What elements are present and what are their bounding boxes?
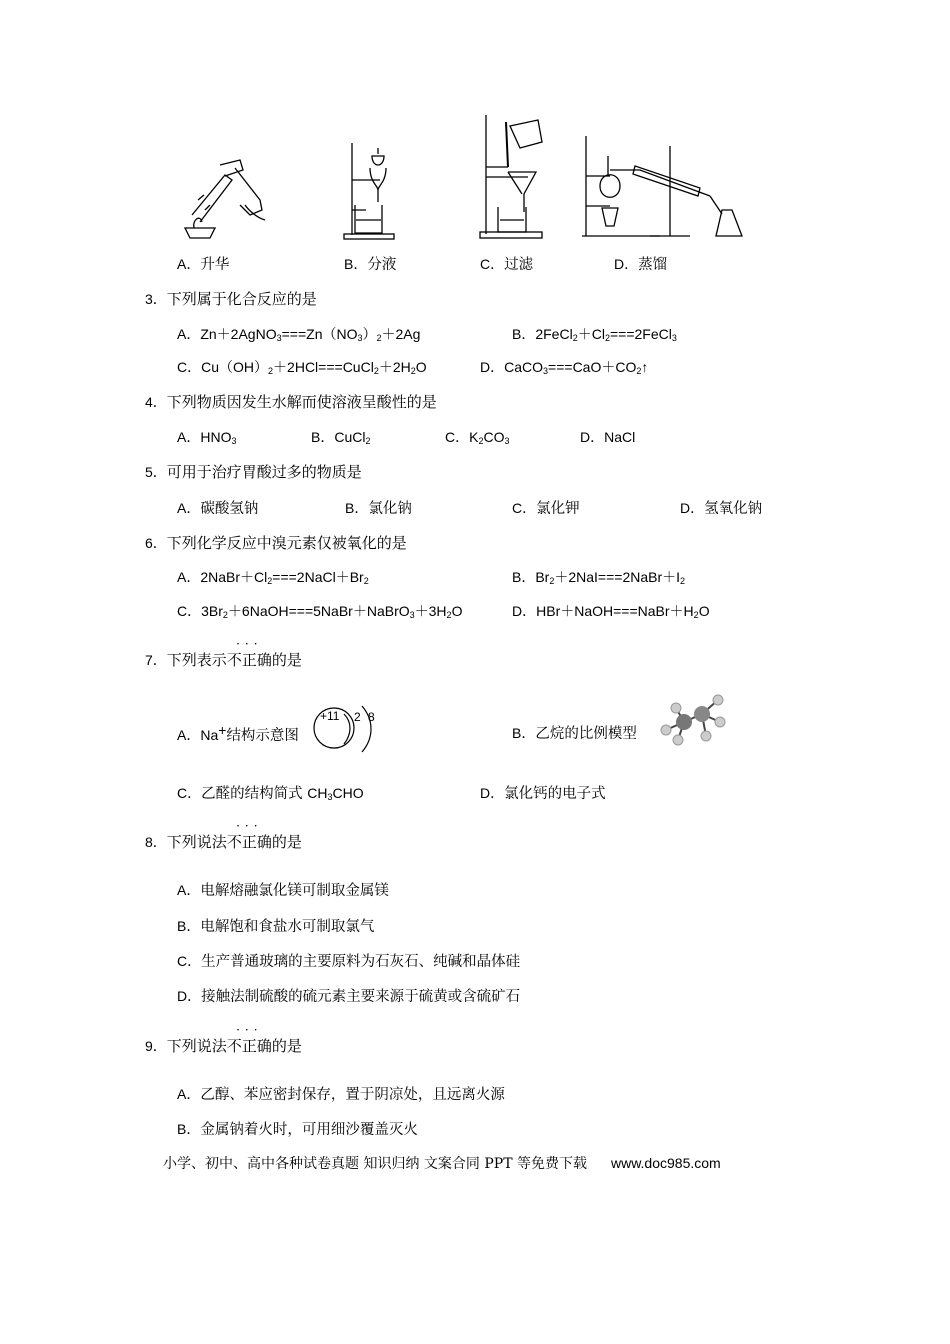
q9-option-b [177,1118,418,1139]
q6-option-a [177,567,369,587]
subscript: 2 [549,576,555,586]
formula-part: CuCl [334,429,366,445]
q6-option-c [177,601,462,621]
formula-part: 3Br [201,603,223,619]
formula-part: O [451,603,463,619]
q8-option-a [177,879,389,900]
formula-part: ＋3H [414,603,447,619]
option-letter: A． [177,1086,201,1102]
formula-part: ＋2H [378,359,411,375]
emphasis-marked-text [226,819,272,851]
q3-stem [145,288,317,309]
q8-option-c [177,950,520,971]
footer [163,1153,721,1173]
q3-option-b [512,324,677,344]
emphasis-text: 不正确 [226,651,272,669]
emphasis-text: 不正确 [226,1037,272,1055]
subscript: 2 [693,610,699,620]
q8-option-d [177,985,520,1006]
question-number: 6． [145,535,167,551]
question-number: 9． [145,1038,167,1054]
q4-option-a [177,427,236,447]
question-number: 3． [145,291,167,307]
q8-stem [145,819,302,852]
option-letter: D． [680,500,705,516]
formula-part: CHO [332,785,364,801]
question-text-post: 的是 [271,651,302,669]
option-formula [201,603,462,619]
option-letter: B． [177,918,201,934]
subscript: 3 [276,333,282,343]
subscript: 2 [268,366,274,376]
option-formula: NaCl [604,429,636,445]
option-text: 金属钠着火时，可用细沙覆盖灭火 [200,1122,418,1138]
subscript: 2 [373,366,379,376]
option-letter: B． [311,429,335,445]
option-letter: D． [177,988,202,1004]
q9-option-a [177,1083,505,1104]
question-text-pre: 下列说法 [166,833,227,851]
q3-option-d [480,357,648,377]
formula-part: Zn＋2AgNO [200,326,277,342]
question-text: 下列属于化合反应的是 [166,290,317,308]
question-text: 下列化学反应中溴元素仅被氧化的是 [166,534,407,552]
emphasis-marked-text [226,1023,272,1055]
option-letter: D． [480,359,505,375]
option-text: 过滤 [504,257,534,273]
emphasis-text: 不正确 [226,833,272,851]
sublimation-apparatus-image [180,150,275,242]
formula-part: ===2FeCl [609,326,672,342]
subscript: 2 [636,366,642,376]
option-text: 接触法制硫酸的硫元素主要来源于硫黄或含硫矿石 [201,989,521,1005]
formula-part: ＋2HCl===CuCl [273,359,374,375]
shell-2-electrons: 8 [368,710,375,724]
nucleus-charge: +11 [320,709,340,723]
q8-option-b [177,915,374,936]
option-text: 电解熔融氯化镁可制取金属镁 [200,883,389,899]
option-letter: B． [344,256,368,272]
option-text: 碳酸氢钠 [200,501,259,517]
q7-option-a [177,722,299,745]
option-text: 分液 [367,257,397,273]
question-text-pre: 下列表示 [166,651,227,669]
option-letter: C． [512,500,537,516]
option-formula [536,603,709,619]
formula-part: ===CaO＋CO [548,359,637,375]
q3-option-c [177,357,427,377]
option-formula [307,785,363,801]
option-text: 氯化钙的电子式 [504,786,606,802]
option-letter: B． [345,500,369,516]
option-letter: A． [177,569,201,585]
formula-part: ＋Cl [577,326,605,342]
q6-option-d [512,601,710,621]
emphasis-dots: ··· [236,1023,263,1037]
formula-part: ＋2Ag [381,326,421,342]
formula-part: O [415,359,427,375]
option-letter: A． [177,326,201,342]
option-letter: A． [177,500,201,516]
option-letter: C． [445,429,470,445]
option-text: 乙醇、苯应密封保存，置于阴凉处，且远离火源 [200,1087,505,1103]
subscript: 3 [543,366,549,376]
subscript: 3 [327,792,333,802]
q2-option-b [344,253,396,274]
question-text: 可用于治疗胃酸过多的物质是 [166,463,362,481]
q7-option-c [177,782,364,803]
q5-stem [145,461,362,482]
question-number: 5． [145,464,167,480]
formula-part: ＋2NaI===2NaBr＋I [554,569,681,585]
formula-part: 2NaBr＋Cl [200,569,268,585]
footer-text: 小学、初中、高中各种试卷真题 知识归纳 文案合同 PPT 等免费下载 [163,1156,587,1172]
question-number: 8． [145,834,167,850]
formula-part: CH [307,785,328,801]
q5-option-d [680,497,762,518]
option-letter: C． [177,785,202,801]
ethane-ball-model-image [656,692,728,750]
question-text-post: 的是 [271,1037,302,1055]
emphasis-dots: ··· [236,637,263,651]
formula-part: O [698,603,710,619]
option-text: 乙烷的比例模型 [535,726,637,742]
option-text: 乙醛的结构简式 [201,786,308,802]
formula-part: ===Zn（NO [281,326,358,342]
subscript: 2 [478,436,484,446]
question-text-post: 的是 [271,833,302,851]
formula-part: K [469,429,479,445]
question-text-pre: 下列说法 [166,1037,227,1055]
option-text: 氯化钠 [368,501,412,517]
filtration-apparatus-image [478,112,548,240]
q4-option-d [580,427,635,447]
option-letter: D． [512,603,537,619]
subscript: 2 [446,610,452,620]
option-letter: B． [512,725,536,741]
option-text: 结构示意图 [226,728,299,744]
option-text: 氢氧化钠 [704,501,763,517]
option-formula [200,429,236,445]
question-text: 下列物质因发生水解而使溶液呈酸性的是 [166,393,437,411]
formula-part: Br [535,569,550,585]
formula-part: CaCO [504,359,544,375]
option-letter: A． [177,256,201,272]
question-number: 4． [145,394,167,410]
option-letter: A． [177,882,201,898]
q4-stem [145,391,437,412]
subscript: 2 [376,333,382,343]
subscript: 2 [604,333,610,343]
q4-option-b [311,427,370,447]
option-formula [200,569,368,585]
q2-option-c [480,253,533,274]
subscript: 2 [267,576,273,586]
option-text: 生产普通玻璃的主要原料为石灰石、纯碱和晶体硅 [201,954,521,970]
emphasis-dots: ··· [236,819,263,833]
sodium-ion-structure-diagram [312,700,382,756]
formula-part: Na [200,727,219,743]
formula-part: HBr＋NaOH===NaBr＋H [536,603,694,619]
option-letter: A． [177,429,201,445]
q7-stem [145,637,302,670]
formula-part: HNO [200,429,232,445]
shell-1-electrons: 2 [354,710,361,724]
option-formula [504,359,648,375]
subscript: 3 [409,610,415,620]
q5-option-a [177,497,258,518]
option-formula [535,569,685,585]
q7-option-b [512,722,637,743]
q3-option-a [177,324,420,344]
distillation-apparatus-image [580,126,746,241]
option-letter: D． [480,785,505,801]
option-letter: B． [512,326,536,342]
emphasis-marked-text [226,637,272,669]
q7-option-d [480,782,606,803]
option-formula [200,326,420,342]
formula-part: ===2NaCl＋Br [272,569,364,585]
option-letter: C． [177,953,202,969]
option-letter: D． [580,429,605,445]
superscript: + [218,722,227,738]
q5-option-b [345,497,412,518]
q4-option-c [445,427,510,447]
option-formula [469,429,509,445]
formula-part: 2FeCl [535,326,573,342]
option-formula [201,359,427,375]
subscript: 3 [357,333,363,343]
option-letter: C． [177,603,202,619]
formula-part: CO [483,429,505,445]
formula-part: ↑ [641,359,649,375]
formula-part: ） [362,326,377,342]
q2-option-a [177,253,229,274]
subscript: 2 [363,576,369,586]
option-text: 升华 [200,257,230,273]
subscript: 2 [572,333,578,343]
q2-option-d [614,253,667,274]
q6-option-b [512,567,685,587]
subscript: 2 [680,576,686,586]
subscript: 3 [671,333,677,343]
option-letter: C． [177,359,202,375]
footer-url[interactable]: www.doc985.com [610,1155,721,1171]
option-letter: B． [512,569,536,585]
option-letter: B． [177,1121,201,1137]
option-letter: A． [177,727,201,743]
subscript: 2 [410,366,416,376]
q9-stem [145,1023,302,1056]
question-number: 7． [145,652,167,668]
option-formula [334,429,370,445]
option-text: 氯化钾 [536,501,580,517]
option-formula [535,326,677,342]
formula-part: ＋6NaOH===5NaBr＋NaBrO [227,603,410,619]
q5-option-c [512,497,580,518]
option-letter: C． [480,256,505,272]
subscript: 3 [231,436,237,446]
option-text: 蒸馏 [638,257,668,273]
subscript: 2 [222,610,228,620]
option-letter: D． [614,256,639,272]
q6-stem [145,532,407,553]
formula-part: Cu（OH） [201,359,269,375]
option-text: 电解饱和食盐水可制取氯气 [200,919,375,935]
subscript: 2 [365,436,371,446]
electron-shell-1 [344,714,350,744]
separatory-funnel-image [340,140,400,240]
subscript: 3 [504,436,510,446]
